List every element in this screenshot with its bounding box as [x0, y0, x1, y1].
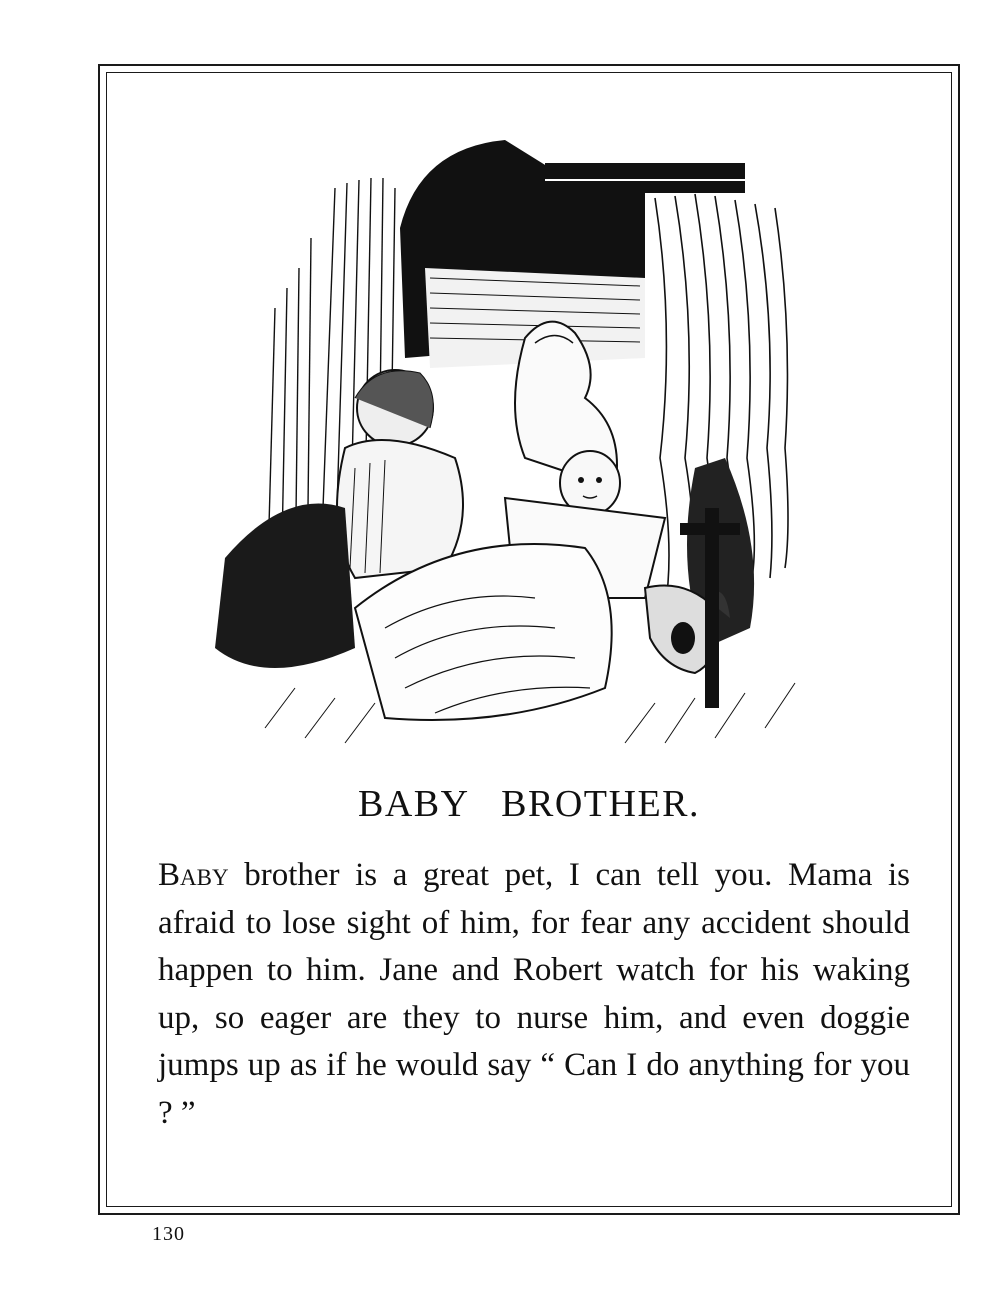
page-title: BABY BROTHER.	[357, 783, 700, 825]
story-paragraph	[158, 852, 910, 1137]
page-number: 130	[152, 1223, 185, 1245]
paragraph-text: brother is a great pet, I can tell you. Mama is afraid to lose sight of him, for fear any accident should happen to him. Jane and Robert watch for his waking up, so eager are they to nurse him, and even doggie jumps up as if he would say “ Can I do anything for you ? ”	[158, 857, 910, 1131]
lead-word: Baby	[158, 857, 229, 893]
engraving-illustration	[205, 128, 855, 753]
